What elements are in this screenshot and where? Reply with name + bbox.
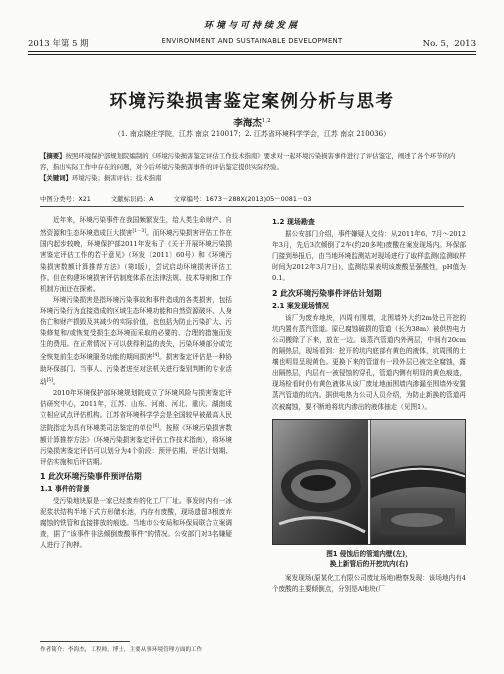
author-line	[0, 115, 504, 129]
document-code: 文献标识码：A	[110, 195, 154, 203]
article-number: 文章编号：1673－288X(2013)05－0081－03	[173, 195, 312, 203]
journal-title-en: ENVIRONMENT AND SUSTAINABLE DEVELOPMENT	[161, 37, 343, 45]
issue-en: No. 5，2013	[422, 39, 476, 49]
meta-rule	[40, 206, 464, 207]
header-rule-thin	[28, 54, 476, 55]
affiliation: （1. 南京晓庄学院，江苏 南京 210017；2. 江苏省环境科学学会，江苏 南京 210036）	[113, 130, 391, 138]
abstract-block	[40, 151, 464, 184]
figure-photo-image	[273, 420, 466, 545]
author-name: 李海杰	[233, 118, 262, 129]
keywords	[40, 173, 464, 184]
paragraph: 2010年环境保护部环境规划院成立了环境风险与损害鉴定评估研究中心，2011年，江苏、山东、河南、河北、重庆、湖南成立相应试点评估机构。江苏省环境科学学会是全国较早被最高人民法院指定为具有环境类司法鉴定的单位[6]。按照《环境污染损害数额计算推荐方法》（环境污染损害鉴定评估工作技术指南），将环境污染损害鉴定评估可以划分为4个阶段：预评估期、评估计划期、评估实施和后评估期。	[40, 388, 233, 466]
abstract-label: 【摘要】	[40, 152, 66, 160]
abstract	[40, 151, 464, 172]
author-sup: 1,2	[261, 117, 271, 124]
paragraph: 环境污染损害是指环境污染事故和事件造成的各类损害，包括环境污染行为直接造成的区域生态环境功能和自然资源破坏、人身伤亡和财产损毁及其减少的实际价值，也包括为防止污染扩大、污染修复和/或恢复受损生态环境而采取的必要的、合理的措施而发生的费用。在正常情况下可以获得利益的丧失，污染环境部分或完全恢复前生态环境服务功能的期间损害[4]。损害鉴定评估是一种协助环保部门、当事人、污染者进至对法机关进行鉴别判断的专业活动[5]。	[40, 295, 233, 386]
running-header	[28, 18, 476, 58]
section-heading: 1 此次环境污染事件预评估期	[40, 471, 142, 481]
figure-caption: 图1 侵蚀后的管道内壁(左)， 换上新管后的开挖坑内(右)	[326, 549, 412, 568]
subsection-heading: 1.1 事件的背景	[40, 484, 90, 493]
right-column	[272, 215, 466, 595]
header-rule	[28, 51, 476, 52]
paragraph: 受污染地块原是一家已经废弃的化工厂厂址。事发时内有一冰泥浆状结构半地下式方形储水池，内存有废酸，现场遗留3根废弃腐蚀的铁管和直接排放的痕迹。当地市公安局和环保局联合立案调查，据了“该事件非法倾倒废酸事件”的情况。公安部门对3名嫌疑人进行了拘押。	[40, 497, 232, 550]
section-heading: 2 此次环境污染事件评估计划期	[272, 288, 382, 298]
keywords-text: 环境污染；损害评估；技术指南	[71, 174, 162, 182]
footnote-rule	[40, 641, 130, 642]
paragraph: 案发现场(原某化工有限公司废址场地)勘察发现：该场地内有4个废酸的主要倾倒点，分别是A地块(厂	[272, 573, 466, 593]
author-footnote: 作者简介：李海杰，工程师，博士，主要从事环境管理方面的工作	[40, 647, 203, 653]
paragraph: 据公安部门介绍，事件嫌疑人交待：从2011年6、7月～2012年3月，先后3次倾倒了2车(约20多吨)废酸在案发现场内。环保部门接到举报后，由当地环境监测站对现场进行了取样监测(监测取样时间为2012年3月7日)，监测结果表明该废酸呈强酸性，pH值为0.1。	[272, 230, 466, 283]
subsection-heading: 2.1 案发现场情况	[272, 301, 329, 310]
figure-photo	[272, 419, 466, 545]
paragraph: 该厂为废弃地块，四周有围墙，北围墙外大约2m处已开挖的坑内置有蒸汽管道。原已腐蚀破损的管道（长为38m）被供热电力公司搬除了下来，放在一边。该蒸汽管道内外两层，中间有20cm的隔热层，现场看到：挖开的坑内底部有黄色的液体，坑周围的土壤也明显呈现黄色。更换下来的管道有一段外层已被完全腐蚀，露出隔热层，内层有一被侵蚀的穿孔，管道内侧有明显的黄色痕迹，现场检看时仍有黄色液体从该厂废址地面围墙内渗漏至围墙外安置蒸汽管道的坑内。据供电热力公司人员介绍，为防止新换的管道再次被腐蚀，要不断地将坑内渗出的液体抽走（见图1）。	[272, 313, 466, 411]
keywords-label: 【关键词】	[40, 174, 72, 182]
clc-number: 中图分类号：X21	[40, 195, 91, 203]
journal-title-cn: 环境与可持续发展	[203, 21, 300, 31]
left-column	[40, 215, 232, 551]
issue-cn: 2013 年第 5 期	[28, 39, 89, 49]
subsection-heading: 1.2 现场勘查	[272, 218, 315, 226]
article-title: 环境污染损害鉴定案例分析与思考	[109, 92, 395, 112]
article-meta	[40, 194, 464, 203]
abstract-text: 按照环境保护部规划院编制的《环境污染损害鉴定评估工作技术指南》要求对一起环境污染损害事件进行了评估鉴定，阐述了各个环节的内容，指出实际工作中存在的问题，对今后环境污染损害事件的评估鉴定提供实际经验。	[40, 152, 456, 171]
paragraph: 近年来，环境污染事件在我国频繁发生，给人类生命财产、自然资源和生态环境造成巨大损害[1－3]。而环境污染损害评估工作在国内起步较晚，环境保护部2011年发布了《关于开展环境污染损害鉴定评估工作的若干意见》（环发〔2011〕60号）和《环境污染损害数额计算推荐方法》（第I版），尝试启动环境损害评估工作。但在构建环境损害评估制度体系在法律法规、技术导则和工作机制方面还在探索。	[40, 216, 233, 293]
